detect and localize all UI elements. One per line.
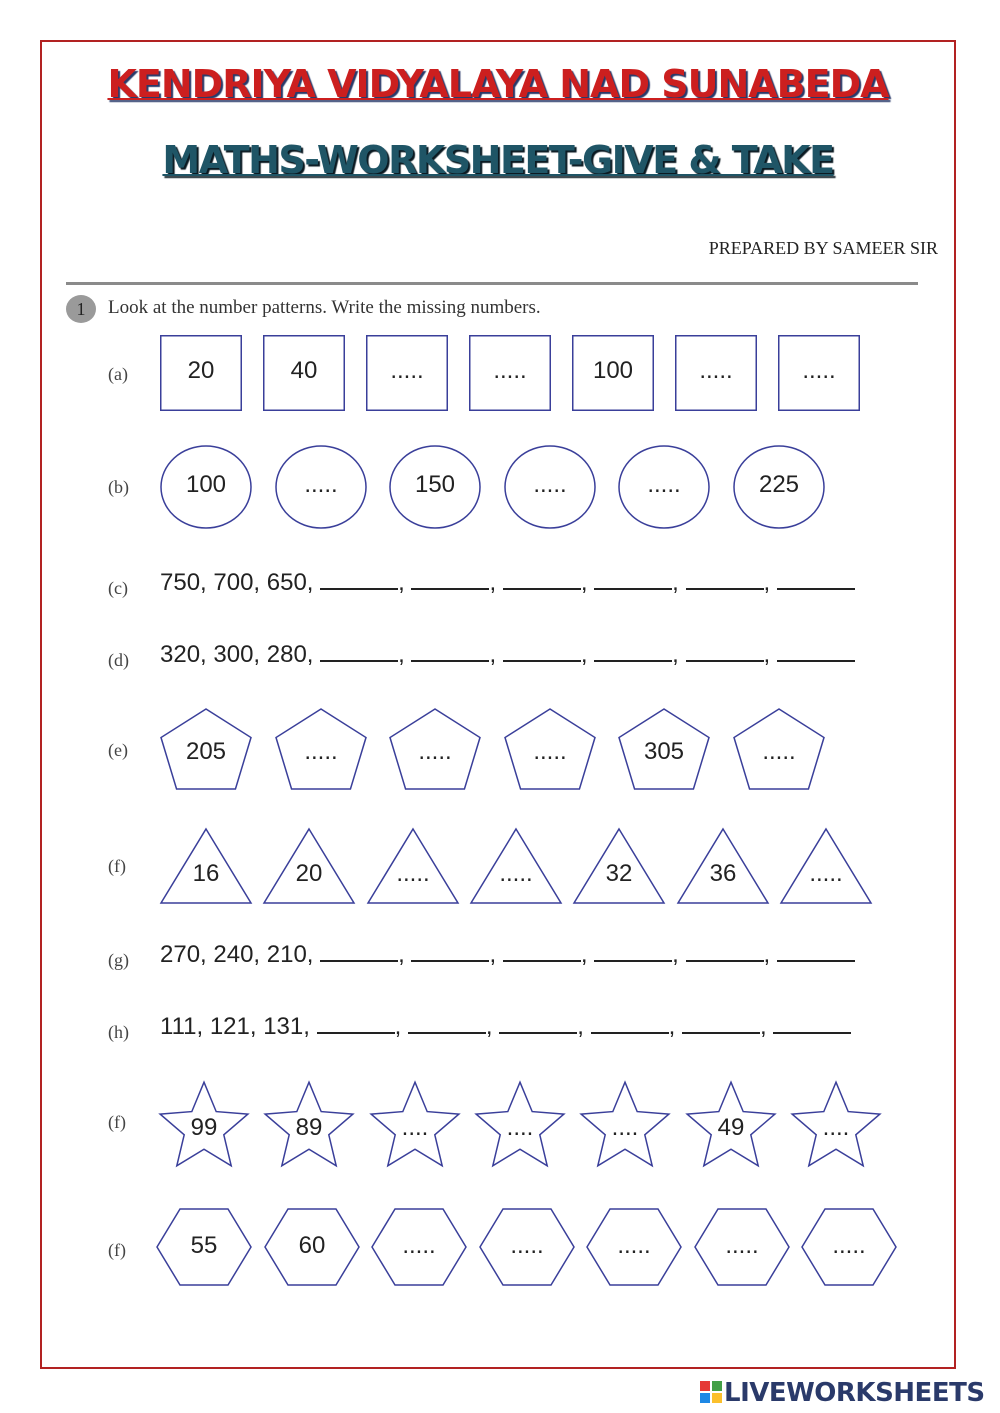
answer-blank[interactable]	[686, 640, 764, 662]
comma-separator: ,	[577, 1013, 591, 1040]
number-sequence	[160, 940, 855, 969]
comma-separator: ,	[672, 569, 686, 596]
comma-separator: ,	[763, 641, 777, 668]
comma-separator: ,	[489, 941, 503, 968]
hexagon-box[interactable]	[694, 1208, 790, 1286]
sequence-given-numbers: 750, 700, 650,	[160, 569, 321, 596]
pentagon-box	[618, 708, 710, 790]
answer-placeholder[interactable]: .....	[647, 471, 681, 498]
triangle-box	[160, 828, 252, 904]
answer-blank[interactable]	[777, 940, 855, 962]
square-box[interactable]	[469, 335, 551, 411]
square-box[interactable]	[675, 335, 757, 411]
answer-blank[interactable]	[408, 1012, 486, 1034]
hexagon-box[interactable]	[479, 1208, 575, 1286]
comma-separator: ,	[759, 1013, 774, 1040]
given-number: 225	[758, 471, 800, 498]
given-number: 32	[605, 860, 633, 887]
given-number: 49	[717, 1114, 745, 1141]
comma-separator: ,	[485, 1013, 500, 1040]
triangle-box	[263, 828, 355, 904]
triangle-box[interactable]	[367, 828, 459, 904]
question-number-badge: 1	[66, 295, 96, 323]
circle-box[interactable]	[275, 445, 367, 529]
answer-placeholder[interactable]: .....	[390, 357, 424, 384]
triangle-box	[573, 828, 665, 904]
given-number: 36	[709, 860, 737, 887]
comma-separator: ,	[580, 941, 595, 968]
answer-blank[interactable]	[503, 568, 581, 590]
number-sequence	[160, 640, 855, 669]
star-box	[683, 1080, 779, 1168]
given-number: 60	[298, 1232, 326, 1259]
comma-separator: ,	[394, 1013, 408, 1040]
number-sequence	[160, 568, 855, 597]
answer-placeholder[interactable]: .....	[832, 1232, 866, 1259]
given-number: 305	[643, 738, 685, 765]
given-number: 100	[592, 357, 634, 384]
sequence-given-numbers: 320, 300, 280,	[160, 641, 321, 668]
circle-box	[389, 445, 481, 529]
row-label: (f)	[108, 1240, 126, 1260]
comma-separator: ,	[489, 641, 503, 668]
answer-blank[interactable]	[499, 1012, 577, 1034]
square-box[interactable]	[778, 335, 860, 411]
comma-separator: ,	[672, 641, 686, 668]
answer-placeholder[interactable]: .....	[402, 1232, 436, 1259]
star-box	[156, 1080, 252, 1168]
comma-separator: ,	[580, 641, 595, 668]
pentagon-box[interactable]	[733, 708, 825, 790]
answer-placeholder[interactable]: ....	[822, 1114, 850, 1141]
answer-blank[interactable]	[773, 1012, 851, 1034]
answer-placeholder[interactable]: .....	[617, 1232, 651, 1259]
sequence-given-numbers: 111, 121, 131,	[160, 1013, 317, 1040]
given-number: 20	[187, 357, 215, 384]
answer-placeholder[interactable]: .....	[304, 738, 338, 765]
pentagon-box[interactable]	[504, 708, 596, 790]
star-box[interactable]	[577, 1080, 673, 1168]
given-number: 89	[295, 1114, 323, 1141]
hexagon-box[interactable]	[371, 1208, 467, 1286]
comma-separator: ,	[668, 1013, 682, 1040]
star-box[interactable]	[367, 1080, 463, 1168]
given-number: 20	[295, 860, 323, 887]
answer-placeholder[interactable]: .....	[762, 738, 796, 765]
row-label: (d)	[108, 650, 129, 670]
pentagon-box[interactable]	[389, 708, 481, 790]
row-label: (b)	[108, 477, 129, 497]
answer-placeholder[interactable]: ....	[401, 1114, 429, 1141]
school-title: KENDRIYA VIDYALAYA NAD SUNABEDA	[107, 62, 889, 106]
given-number: 40	[290, 357, 318, 384]
prepared-by: PREPARED BY SAMEER SIR	[708, 238, 938, 258]
answer-blank[interactable]	[594, 640, 672, 662]
comma-separator: ,	[398, 569, 412, 596]
triangle-box	[677, 828, 769, 904]
answer-blank[interactable]	[320, 640, 398, 662]
answer-blank[interactable]	[682, 1012, 760, 1034]
triangle-box[interactable]	[780, 828, 872, 904]
comma-separator: ,	[763, 569, 777, 596]
question-text: Look at the number patterns. Write the missing numbers.	[108, 297, 541, 318]
answer-placeholder[interactable]: .....	[809, 860, 843, 887]
answer-blank[interactable]	[686, 568, 764, 590]
answer-blank[interactable]	[503, 640, 581, 662]
answer-blank[interactable]	[686, 940, 764, 962]
brand-text: LIVEWORKSHEETS	[724, 1378, 985, 1408]
circle-box	[160, 445, 252, 529]
answer-placeholder[interactable]: .....	[304, 471, 338, 498]
star-box[interactable]	[788, 1080, 884, 1168]
comma-separator: ,	[489, 569, 503, 596]
row-label: (h)	[108, 1022, 129, 1042]
circle-box[interactable]	[618, 445, 710, 529]
row-label: (f)	[108, 856, 126, 876]
given-number: 205	[185, 738, 227, 765]
given-number: 100	[185, 471, 227, 498]
hexagon-box[interactable]	[801, 1208, 897, 1286]
answer-blank[interactable]	[594, 940, 672, 962]
sequence-given-numbers: 270, 240, 210,	[160, 941, 321, 968]
answer-placeholder[interactable]: .....	[699, 357, 733, 384]
square-box	[160, 335, 242, 411]
answer-blank[interactable]	[411, 940, 489, 962]
pentagon-box	[160, 708, 252, 790]
comma-separator: ,	[763, 941, 777, 968]
comma-separator: ,	[398, 641, 412, 668]
square-box	[263, 335, 345, 411]
hexagon-box	[156, 1208, 252, 1286]
answer-placeholder[interactable]: .....	[493, 357, 527, 384]
star-box	[261, 1080, 357, 1168]
row-label: (c)	[108, 578, 128, 598]
hexagon-box	[264, 1208, 360, 1286]
liveworksheets-logo	[700, 1378, 985, 1408]
answer-placeholder[interactable]: .....	[499, 860, 533, 887]
comma-separator: ,	[672, 941, 686, 968]
row-label: (f)	[108, 1112, 126, 1132]
answer-placeholder[interactable]: ....	[506, 1114, 534, 1141]
answer-placeholder[interactable]: .....	[802, 357, 836, 384]
answer-blank[interactable]	[320, 940, 398, 962]
circle-box	[733, 445, 825, 529]
answer-blank[interactable]	[317, 1012, 395, 1034]
square-box[interactable]	[366, 335, 448, 411]
worksheet-title: MATHS-WORKSHEET-GIVE & TAKE	[162, 138, 834, 182]
hexagon-box[interactable]	[586, 1208, 682, 1286]
given-number: 150	[414, 471, 456, 498]
pentagon-box[interactable]	[275, 708, 367, 790]
given-number: 55	[190, 1232, 218, 1259]
answer-blank[interactable]	[591, 1012, 669, 1034]
answer-blank[interactable]	[411, 640, 489, 662]
answer-blank[interactable]	[594, 568, 672, 590]
answer-placeholder[interactable]: .....	[418, 738, 452, 765]
row-label: (a)	[108, 364, 128, 384]
answer-placeholder[interactable]: .....	[725, 1232, 759, 1259]
answer-blank[interactable]	[320, 568, 398, 590]
header-divider	[66, 282, 918, 285]
comma-separator: ,	[398, 941, 412, 968]
star-box[interactable]	[472, 1080, 568, 1168]
answer-blank[interactable]	[777, 568, 855, 590]
answer-blank[interactable]	[777, 640, 855, 662]
answer-placeholder[interactable]: .....	[533, 738, 567, 765]
answer-blank[interactable]	[503, 940, 581, 962]
row-label: (e)	[108, 740, 128, 760]
liveworksheets-logo-icon	[700, 1381, 722, 1403]
answer-placeholder[interactable]: ....	[611, 1114, 639, 1141]
comma-separator: ,	[580, 569, 595, 596]
square-box	[572, 335, 654, 411]
circle-box[interactable]	[504, 445, 596, 529]
answer-placeholder[interactable]: .....	[396, 860, 430, 887]
answer-placeholder[interactable]: .....	[510, 1232, 544, 1259]
triangle-box[interactable]	[470, 828, 562, 904]
given-number: 16	[192, 860, 220, 887]
number-sequence	[160, 1012, 851, 1041]
answer-placeholder[interactable]: .....	[533, 471, 567, 498]
answer-blank[interactable]	[411, 568, 489, 590]
given-number: 99	[190, 1114, 218, 1141]
row-label: (g)	[108, 950, 129, 970]
